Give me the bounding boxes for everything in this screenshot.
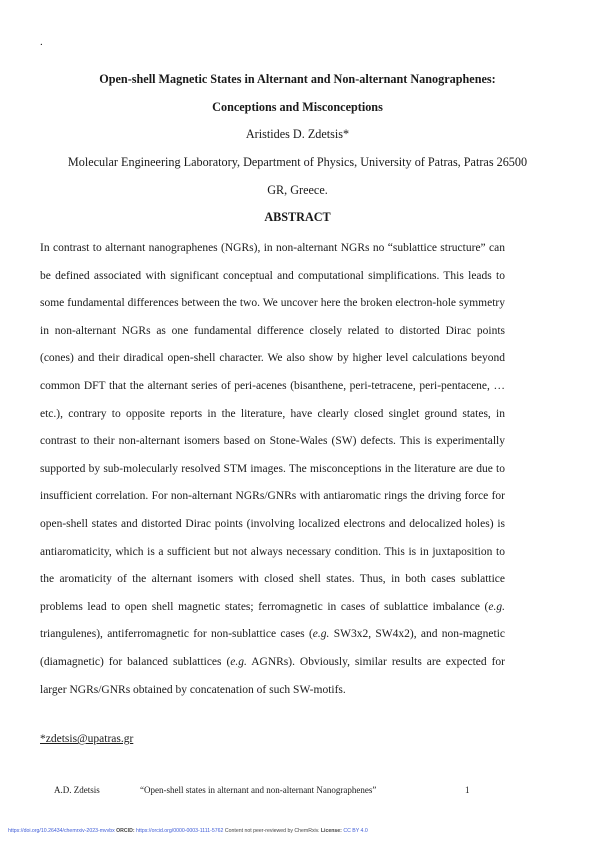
- page-marker-dot: .: [40, 36, 43, 48]
- affiliation-line-1: Molecular Engineering Laboratory, Department of Physics, University of Patras, Patras 26500: [67, 155, 528, 169]
- corresponding-email-link[interactable]: *zdetsis@upatras.gr: [40, 733, 134, 745]
- footer-running-title: “Open-shell states in alternant and non-alternant Nanographenes”: [140, 785, 377, 795]
- license-label: License:: [320, 828, 342, 834]
- abstract-body: [40, 235, 505, 704]
- abstract-italic-run: e.g.: [230, 655, 247, 668]
- review-note: Content not peer-reviewed by ChemRxiv.: [224, 828, 320, 834]
- orcid-label: ORCID:: [116, 828, 135, 834]
- abstract-text-run: SW3x2, SW4x2), and non-magnetic (diamagnetic) for balanced sublattices (: [40, 628, 505, 668]
- abstract-italic-run: e.g.: [312, 628, 330, 641]
- affiliation-line-2: GR, Greece.: [267, 183, 328, 197]
- chemrxiv-bottom-bar: [8, 828, 368, 834]
- abstract-text-run: AGNRs). Obviously, similar results are expected for larger NGRs/GNRs obtained by concatenation of such SW-motifs.: [40, 655, 505, 696]
- orcid-link[interactable]: https://orcid.org/0000-0003-1111-5762: [136, 828, 224, 834]
- paper-title: Open-shell Magnetic States in Alternant and Non-alternant Nanographenes:: [99, 72, 496, 86]
- abstract-text-run: triangulenes), antiferromagnetic for non-sublattice cases (: [40, 628, 313, 641]
- abstract-heading: ABSTRACT: [264, 210, 331, 224]
- footer-page-number: 1: [465, 785, 470, 795]
- author-name: Aristides D. Zdetsis*: [245, 127, 350, 141]
- license-link[interactable]: CC BY 4.0: [343, 828, 368, 834]
- paper-subtitle: Conceptions and Misconceptions: [212, 100, 383, 114]
- footer-author: A.D. Zdetsis: [54, 785, 100, 795]
- abstract-text-run: In contrast to alternant nanographenes (NGRs), in non-alternant NGRs no “sublattice structure” can be defined associated with significant conceptual and computational simplifications. This leads to some fundamental differences between the two. We uncover here the broken electron-hole symmetry in non-alternant NGRs as one fundamental difference closely related to distorted Dirac points (cones) and their diradical open-shell character. We also show by higher level calculations beyond common DFT that the alternant series of peri-acenes (bisanthene, peri-tetracene, peri-pentacene, … etc.), contrary to opposite reports in the literature, have clearly closed singlet ground states, in contrast to their non-alternant isomers based on Stone-Wales (SW) defects. This is experimentally supported by sub-molecularly resolved STM images. The misconceptions in the literature are due to insufficient correlation. For non-alternant NGRs/GNRs with antiaromatic rings the driving force for open-shell states and distorted Dirac points (involving localized electrons and delocalized holes) is antiaromaticity, which is a sufficient but not always necessary condition. This is in juxtaposition to the aromaticity of the alternant isomers with closed shell states. Thus, in both cases sublattice problems lead to open shell magnetic states; ferromagnetic in cases of sublattice imbalance (: [40, 242, 505, 613]
- doi-link[interactable]: https://doi.org/10.26434/chemrxiv-2023-mvvbx: [8, 828, 115, 834]
- abstract-italic-run: e.g.: [488, 600, 505, 613]
